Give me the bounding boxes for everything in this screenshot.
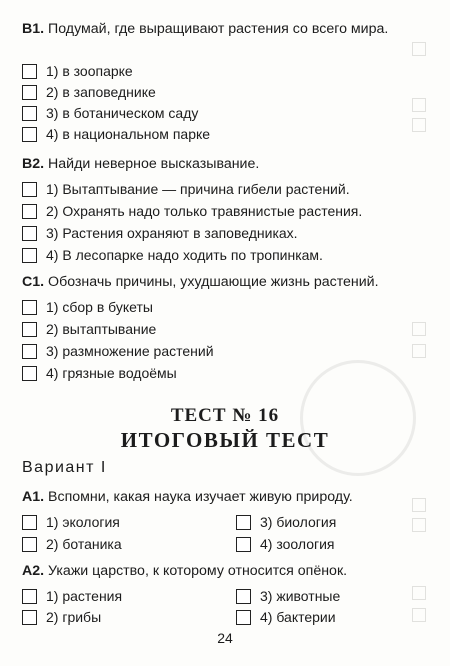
a2-option-2[interactable] bbox=[22, 608, 101, 626]
checkbox[interactable] bbox=[236, 610, 251, 625]
question-text: Обозначь причины, ухудшающие жизнь растений. bbox=[48, 274, 379, 290]
option-text: 3) в ботаническом саду bbox=[46, 105, 199, 121]
page-number: 24 bbox=[217, 630, 233, 646]
b1-option-3[interactable] bbox=[22, 104, 198, 122]
c1-option-2[interactable] bbox=[22, 320, 156, 338]
checkbox[interactable] bbox=[22, 300, 37, 315]
bleed-through-box bbox=[412, 118, 426, 132]
variant-label: Вариант I bbox=[22, 459, 107, 476]
option-text: 2) в заповеднике bbox=[46, 84, 156, 100]
question-text: Укажи царство, к которому относится опёнок. bbox=[48, 563, 348, 579]
question-a1 bbox=[22, 488, 432, 507]
b1-option-1[interactable] bbox=[22, 62, 133, 80]
question-b1 bbox=[22, 20, 432, 39]
option-text: 4) грязные водоёмы bbox=[46, 365, 177, 381]
option-text: 2) ботаника bbox=[46, 536, 122, 552]
checkbox[interactable] bbox=[22, 248, 37, 263]
option-text: 3) биология bbox=[260, 514, 337, 530]
test-number: ТЕСТ № 16 bbox=[170, 405, 280, 426]
a1-option-1[interactable] bbox=[22, 513, 120, 531]
option-text: 2) грибы bbox=[46, 609, 102, 625]
b2-option-3[interactable] bbox=[22, 224, 298, 242]
option-text: 3) животные bbox=[260, 588, 341, 604]
question-c1 bbox=[22, 273, 432, 292]
option-text: 1) экология bbox=[46, 514, 120, 530]
bleed-through-box bbox=[412, 518, 426, 532]
option-text: 4) зоология bbox=[260, 536, 335, 552]
option-text: 4) В лесопарке надо ходить по тропинкам. bbox=[46, 247, 323, 263]
checkbox[interactable] bbox=[22, 589, 37, 604]
option-text: 2) вытаптывание bbox=[46, 321, 157, 337]
b2-option-4[interactable] bbox=[22, 246, 323, 264]
checkbox[interactable] bbox=[22, 64, 37, 79]
option-text: 3) размножение растений bbox=[46, 343, 214, 359]
checkbox[interactable] bbox=[22, 226, 37, 241]
checkbox[interactable] bbox=[22, 610, 37, 625]
checkbox[interactable] bbox=[236, 589, 251, 604]
option-text: 4) бактерии bbox=[260, 609, 336, 625]
question-label: А2. bbox=[22, 563, 45, 579]
checkbox[interactable] bbox=[22, 127, 37, 142]
option-text: 2) Охранять надо только травянистые растения. bbox=[46, 203, 363, 219]
a2-option-3[interactable] bbox=[236, 587, 340, 605]
a1-option-4[interactable] bbox=[236, 535, 334, 553]
bleed-through-box bbox=[412, 42, 426, 56]
option-text: 3) Растения охраняют в заповедниках. bbox=[46, 225, 298, 241]
a2-option-4[interactable] bbox=[236, 608, 336, 626]
checkbox[interactable] bbox=[236, 537, 251, 552]
question-b2 bbox=[22, 155, 432, 174]
c1-option-3[interactable] bbox=[22, 342, 214, 360]
checkbox[interactable] bbox=[22, 204, 37, 219]
question-text: Найди неверное высказывание. bbox=[48, 156, 260, 172]
option-text: 4) в национальном парке bbox=[46, 126, 211, 142]
checkbox[interactable] bbox=[236, 515, 251, 530]
option-text: 1) сбор в букеты bbox=[46, 299, 153, 315]
question-label: В1. bbox=[22, 21, 45, 37]
option-text: 1) Вытаптывание — причина гибели растений. bbox=[46, 181, 350, 197]
checkbox[interactable] bbox=[22, 344, 37, 359]
bleed-through-box bbox=[412, 344, 426, 358]
a1-option-3[interactable] bbox=[236, 513, 336, 531]
b2-option-2[interactable] bbox=[22, 202, 362, 220]
a2-option-1[interactable] bbox=[22, 587, 122, 605]
checkbox[interactable] bbox=[22, 366, 37, 381]
checkbox[interactable] bbox=[22, 322, 37, 337]
question-text: Вспомни, какая наука изучает живую природу. bbox=[48, 489, 353, 505]
checkbox[interactable] bbox=[22, 515, 37, 530]
a1-option-2[interactable] bbox=[22, 535, 122, 553]
checkbox[interactable] bbox=[22, 106, 37, 121]
question-a2 bbox=[22, 562, 432, 581]
test-title: ИТОГОВЫЙ ТЕСТ bbox=[120, 428, 330, 452]
question-label: В2. bbox=[22, 156, 45, 172]
c1-option-1[interactable] bbox=[22, 298, 153, 316]
b2-option-1[interactable] bbox=[22, 180, 350, 198]
b1-option-2[interactable] bbox=[22, 83, 156, 101]
b1-option-4[interactable] bbox=[22, 125, 210, 143]
option-text: 1) в зоопарке bbox=[46, 63, 133, 79]
checkbox[interactable] bbox=[22, 85, 37, 100]
checkbox[interactable] bbox=[22, 537, 37, 552]
question-label: А1. bbox=[22, 489, 45, 505]
bleed-through-box bbox=[412, 98, 426, 112]
question-label: С1. bbox=[22, 274, 45, 290]
bleed-through-box bbox=[412, 608, 426, 622]
c1-option-4[interactable] bbox=[22, 364, 177, 382]
bleed-through-box bbox=[412, 322, 426, 336]
bleed-through-box bbox=[412, 586, 426, 600]
checkbox[interactable] bbox=[22, 182, 37, 197]
option-text: 1) растения bbox=[46, 588, 123, 604]
question-text: Подумай, где выращивают растения со всего мира. bbox=[48, 21, 389, 37]
